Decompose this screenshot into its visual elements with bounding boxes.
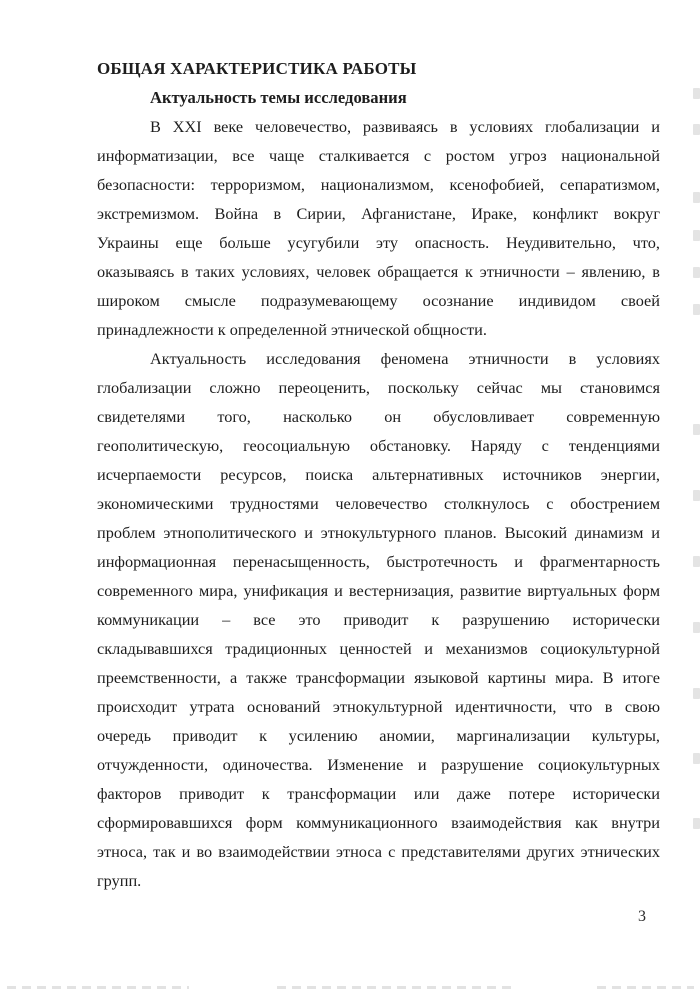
text-line: групп. bbox=[97, 871, 142, 890]
text-line: складывавшихся традиционных ценностей и механизмов социокультурной bbox=[97, 639, 660, 658]
page-number: 3 bbox=[638, 908, 646, 925]
scan-artifact bbox=[693, 622, 700, 633]
text-line: отчужденности, одиночества. Изменение и разрушение социокультурных bbox=[97, 755, 660, 774]
scan-artifact bbox=[693, 124, 700, 135]
text-line: современного мира, унификация и вестернизация, развитие виртуальных форм bbox=[97, 581, 660, 600]
scan-artifact bbox=[693, 192, 700, 203]
scan-artifact bbox=[693, 88, 700, 99]
scan-artifact bbox=[693, 424, 700, 435]
scan-artifact bbox=[693, 688, 700, 699]
text-line: проблем этнополитического и этнокультурного планов. Высокий динамизм и bbox=[97, 523, 660, 542]
text-line: информатизации, все чаще сталкивается с ростом угроз национальной bbox=[97, 146, 660, 165]
text-line: безопасности: терроризмом, национализмом, ксенофобией, сепаратизмом, bbox=[97, 175, 660, 194]
text-line: В XXI веке человечество, развиваясь в условиях глобализации и bbox=[150, 117, 660, 136]
scan-artifact bbox=[693, 753, 700, 764]
scan-artifact bbox=[693, 267, 700, 278]
text-line: геополитическую, геосоциальную обстановку. Наряду с тенденциями bbox=[97, 436, 660, 455]
text-line: коммуникации – все это приводит к разрушению исторически bbox=[97, 610, 660, 629]
text-line: этноса, так и во взаимодействии этноса с представителями других этнических bbox=[97, 842, 660, 861]
paragraph bbox=[97, 112, 660, 344]
text-line: глобализации сложно переоценить, поскольку сейчас мы становимся bbox=[97, 378, 660, 397]
text-line: широком смысле подразумевающему осознание индивидом своей bbox=[97, 291, 660, 310]
text-line: экономическими трудностями человечество столкнулось с обострением bbox=[97, 494, 660, 513]
scan-artifact bbox=[693, 230, 700, 241]
scan-artifact bbox=[693, 818, 700, 829]
text-line: оказываясь в таких условиях, человек обращается к этничности – явлению, в bbox=[97, 262, 660, 281]
text-line: преемственности, а также трансформации языковой картины мира. В итоге bbox=[97, 668, 660, 687]
text-line: Актуальность исследования феномена этничности в условиях bbox=[150, 349, 660, 368]
scan-artifact bbox=[693, 304, 700, 315]
text-line: свидетелями того, насколько он обусловливает современную bbox=[97, 407, 660, 426]
scan-artifact-bottom bbox=[7, 986, 189, 989]
scan-artifact bbox=[693, 490, 700, 501]
paragraph bbox=[97, 344, 660, 895]
text-line: происходит утрата оснований этнокультурной идентичности, что в свою bbox=[97, 697, 660, 716]
section-heading: Актуальность темы исследования bbox=[150, 88, 407, 107]
document-title: ОБЩАЯ ХАРАКТЕРИСТИКА РАБОТЫ bbox=[97, 59, 417, 78]
text-line: сформировавшихся форм коммуникационного взаимодействия как внутри bbox=[97, 813, 660, 832]
document-body bbox=[97, 54, 660, 895]
text-line: информационная перенасыщенность, быстротечность и фрагментарность bbox=[97, 552, 660, 571]
text-line: Украины еще больше усугубили эту опасность. Неудивительно, что, bbox=[97, 233, 660, 252]
text-line: исчерпаемости ресурсов, поиска альтернативных источников энергии, bbox=[97, 465, 660, 484]
text-line: экстремизмом. Война в Сирии, Афганистане, Ираке, конфликт вокруг bbox=[97, 204, 660, 223]
scan-artifact-bottom bbox=[597, 986, 694, 989]
text-line: очередь приводит к усилению аномии, маргинализации культуры, bbox=[97, 726, 660, 745]
scan-artifact bbox=[693, 556, 700, 567]
text-line: факторов приводит к трансформации или даже потере исторически bbox=[97, 784, 660, 803]
paragraphs-container bbox=[97, 112, 660, 895]
scan-artifact-bottom bbox=[277, 986, 517, 989]
text-line: принадлежности к определенной этнической общности. bbox=[97, 320, 487, 339]
